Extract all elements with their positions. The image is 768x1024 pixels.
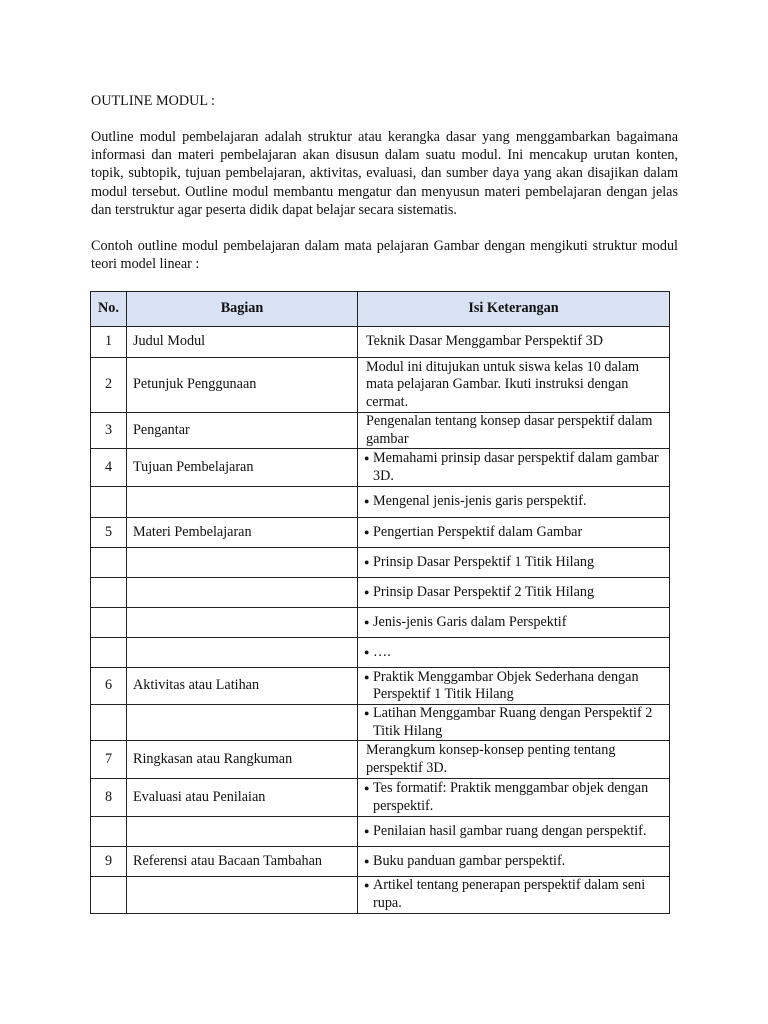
description-text: Prinsip Dasar Perspektif 1 Titik Hilang [373, 553, 595, 570]
description-text: Teknik Dasar Menggambar Perspektif 3D [366, 333, 603, 350]
table-row [91, 578, 670, 608]
table-row [91, 548, 670, 578]
bullet-list-item [364, 644, 663, 662]
bullet-icon: ● [364, 496, 370, 507]
row-bagian [127, 877, 358, 913]
row-bagian [127, 548, 358, 578]
row-bagian: Pengantar [127, 413, 358, 449]
description-text: Buku panduan gambar perspektif. [373, 853, 566, 870]
bullet-list-item [364, 524, 663, 542]
row-isi-keterangan [358, 638, 670, 668]
description-text: Mengenal jenis-jenis garis perspektif. [373, 493, 587, 510]
row-number [91, 548, 127, 578]
row-number: 3 [91, 413, 127, 449]
description-text: Memahami prinsip dasar perspektif dalam gambar 3D. [373, 450, 659, 484]
bullet-icon: ● [364, 671, 370, 682]
bullet-icon: ● [364, 556, 370, 567]
row-isi-keterangan [358, 668, 670, 705]
description-text: Modul ini ditujukan untuk siswa kelas 10 dalam mata pelajaran Gambar. Ikuti instruksi dengan cermat. [366, 358, 640, 410]
row-isi-keterangan [358, 817, 670, 847]
bullet-list-item [364, 584, 663, 602]
row-number: 8 [91, 779, 127, 817]
header-bagian: Bagian [127, 292, 358, 327]
row-isi-keterangan [358, 358, 670, 413]
table-row [91, 847, 670, 877]
table-row [91, 877, 670, 913]
table-row [91, 741, 670, 779]
row-bagian: Materi Pembelajaran [127, 518, 358, 548]
row-isi-keterangan [358, 487, 670, 518]
row-isi-keterangan [358, 705, 670, 741]
description-text: Jenis-jenis Garis dalam Perspektif [373, 613, 567, 630]
row-isi-keterangan [358, 413, 670, 449]
table-header-row [91, 292, 670, 327]
row-isi-keterangan [358, 518, 670, 548]
table-row [91, 608, 670, 638]
table-row [91, 638, 670, 668]
bullet-list-item [364, 853, 663, 871]
row-bagian: Referensi atau Bacaan Tambahan [127, 847, 358, 877]
description-text: Prinsip Dasar Perspektif 2 Titik Hilang [373, 583, 595, 600]
row-bagian [127, 817, 358, 847]
row-number: 5 [91, 518, 127, 548]
row-bagian [127, 638, 358, 668]
row-isi-keterangan [358, 847, 670, 877]
row-number [91, 877, 127, 913]
bullet-icon: ● [364, 856, 370, 867]
description-text: …. [373, 643, 391, 660]
description-text: Latihan Menggambar Ruang dengan Perspektif 2 Titik Hilang [373, 705, 653, 739]
bullet-list-item [364, 780, 663, 815]
table-row [91, 705, 670, 741]
table-row [91, 668, 670, 705]
row-number: 6 [91, 668, 127, 705]
table-row [91, 413, 670, 449]
row-number [91, 487, 127, 518]
bullet-icon: ● [364, 826, 370, 837]
bullet-list-item [364, 614, 663, 632]
description-text-block [364, 333, 663, 351]
description-text-block [364, 413, 663, 448]
row-isi-keterangan [358, 449, 670, 487]
description-text: Pengertian Perspektif dalam Gambar [373, 523, 583, 540]
table-row [91, 327, 670, 358]
row-number [91, 578, 127, 608]
bullet-list-item [364, 554, 663, 572]
bullet-icon: ● [364, 586, 370, 597]
bullet-list-item [364, 877, 663, 912]
document-body [91, 92, 678, 273]
row-bagian: Evaluasi atau Penilaian [127, 779, 358, 817]
description-text: Penilaian hasil gambar ruang dengan perspektif. [373, 823, 647, 840]
table-row [91, 358, 670, 413]
row-bagian: Tujuan Pembelajaran [127, 449, 358, 487]
row-number [91, 817, 127, 847]
row-isi-keterangan [358, 327, 670, 358]
row-isi-keterangan [358, 741, 670, 779]
row-number [91, 638, 127, 668]
row-bagian [127, 487, 358, 518]
bullet-icon: ● [364, 880, 370, 891]
header-isi-keterangan: Isi Keterangan [358, 292, 670, 327]
row-number: 2 [91, 358, 127, 413]
header-no: No. [91, 292, 127, 327]
row-isi-keterangan [358, 779, 670, 817]
table-row [91, 779, 670, 817]
row-number: 9 [91, 847, 127, 877]
bullet-icon: ● [364, 783, 370, 794]
description-text: Pengenalan tentang konsep dasar perspektif dalam gambar [366, 413, 653, 447]
row-number: 4 [91, 449, 127, 487]
bullet-icon: ● [364, 646, 370, 657]
row-bagian: Judul Modul [127, 327, 358, 358]
table-row [91, 817, 670, 847]
example-paragraph: Contoh outline modul pembelajaran dalam mata pelajaran Gambar dengan mengikuti struktur modul teori model linear : [91, 238, 678, 273]
page-title: OUTLINE MODUL : [91, 93, 215, 109]
row-isi-keterangan [358, 608, 670, 638]
intro-paragraph: Outline modul pembelajaran adalah struktur atau kerangka dasar yang menggambarkan bagaimana informasi dan materi pembelajaran akan disusun dalam suatu modul. Ini mencakup urutan konten, topik, subtopik, tujuan pembelajaran, aktivitas, evaluasi, dan sumber daya yang akan disajikan dalam modul tersebut. Outline modul membantu mengatur dan menyusun materi pembelajaran dengan jelas dan terstruktur agar peserta didik dapat belajar secara sistematis. [91, 129, 678, 218]
row-number [91, 705, 127, 741]
bullet-icon: ● [364, 453, 370, 464]
bullet-list-item [364, 669, 663, 704]
table-row [91, 449, 670, 487]
row-bagian: Ringkasan atau Rangkuman [127, 741, 358, 779]
table-body [91, 327, 670, 914]
row-number [91, 608, 127, 638]
description-text-block [364, 359, 663, 412]
row-number: 7 [91, 741, 127, 779]
description-text: Tes formatif: Praktik menggambar objek dengan perspektif. [373, 780, 649, 814]
bullet-icon: ● [364, 526, 370, 537]
row-number: 1 [91, 327, 127, 358]
bullet-list-item [364, 823, 663, 841]
description-text: Praktik Menggambar Objek Sederhana dengan Perspektif 1 Titik Hilang [373, 668, 639, 703]
bullet-icon: ● [364, 708, 370, 719]
row-bagian [127, 705, 358, 741]
row-bagian [127, 578, 358, 608]
bullet-list-item [364, 705, 663, 740]
table-row [91, 487, 670, 518]
bullet-list-item [364, 493, 663, 511]
table-row [91, 518, 670, 548]
row-isi-keterangan [358, 578, 670, 608]
bullet-list-item [364, 450, 663, 485]
row-isi-keterangan [358, 877, 670, 913]
description-text: Merangkum konsep-konsep penting tentang perspektif 3D. [366, 742, 616, 776]
row-bagian [127, 608, 358, 638]
description-text-block [364, 742, 663, 777]
row-bagian: Petunjuk Penggunaan [127, 358, 358, 413]
row-bagian: Aktivitas atau Latihan [127, 668, 358, 705]
description-text: Artikel tentang penerapan perspektif dalam seni rupa. [373, 877, 646, 911]
outline-table [90, 291, 670, 914]
bullet-icon: ● [364, 616, 370, 627]
row-isi-keterangan [358, 548, 670, 578]
